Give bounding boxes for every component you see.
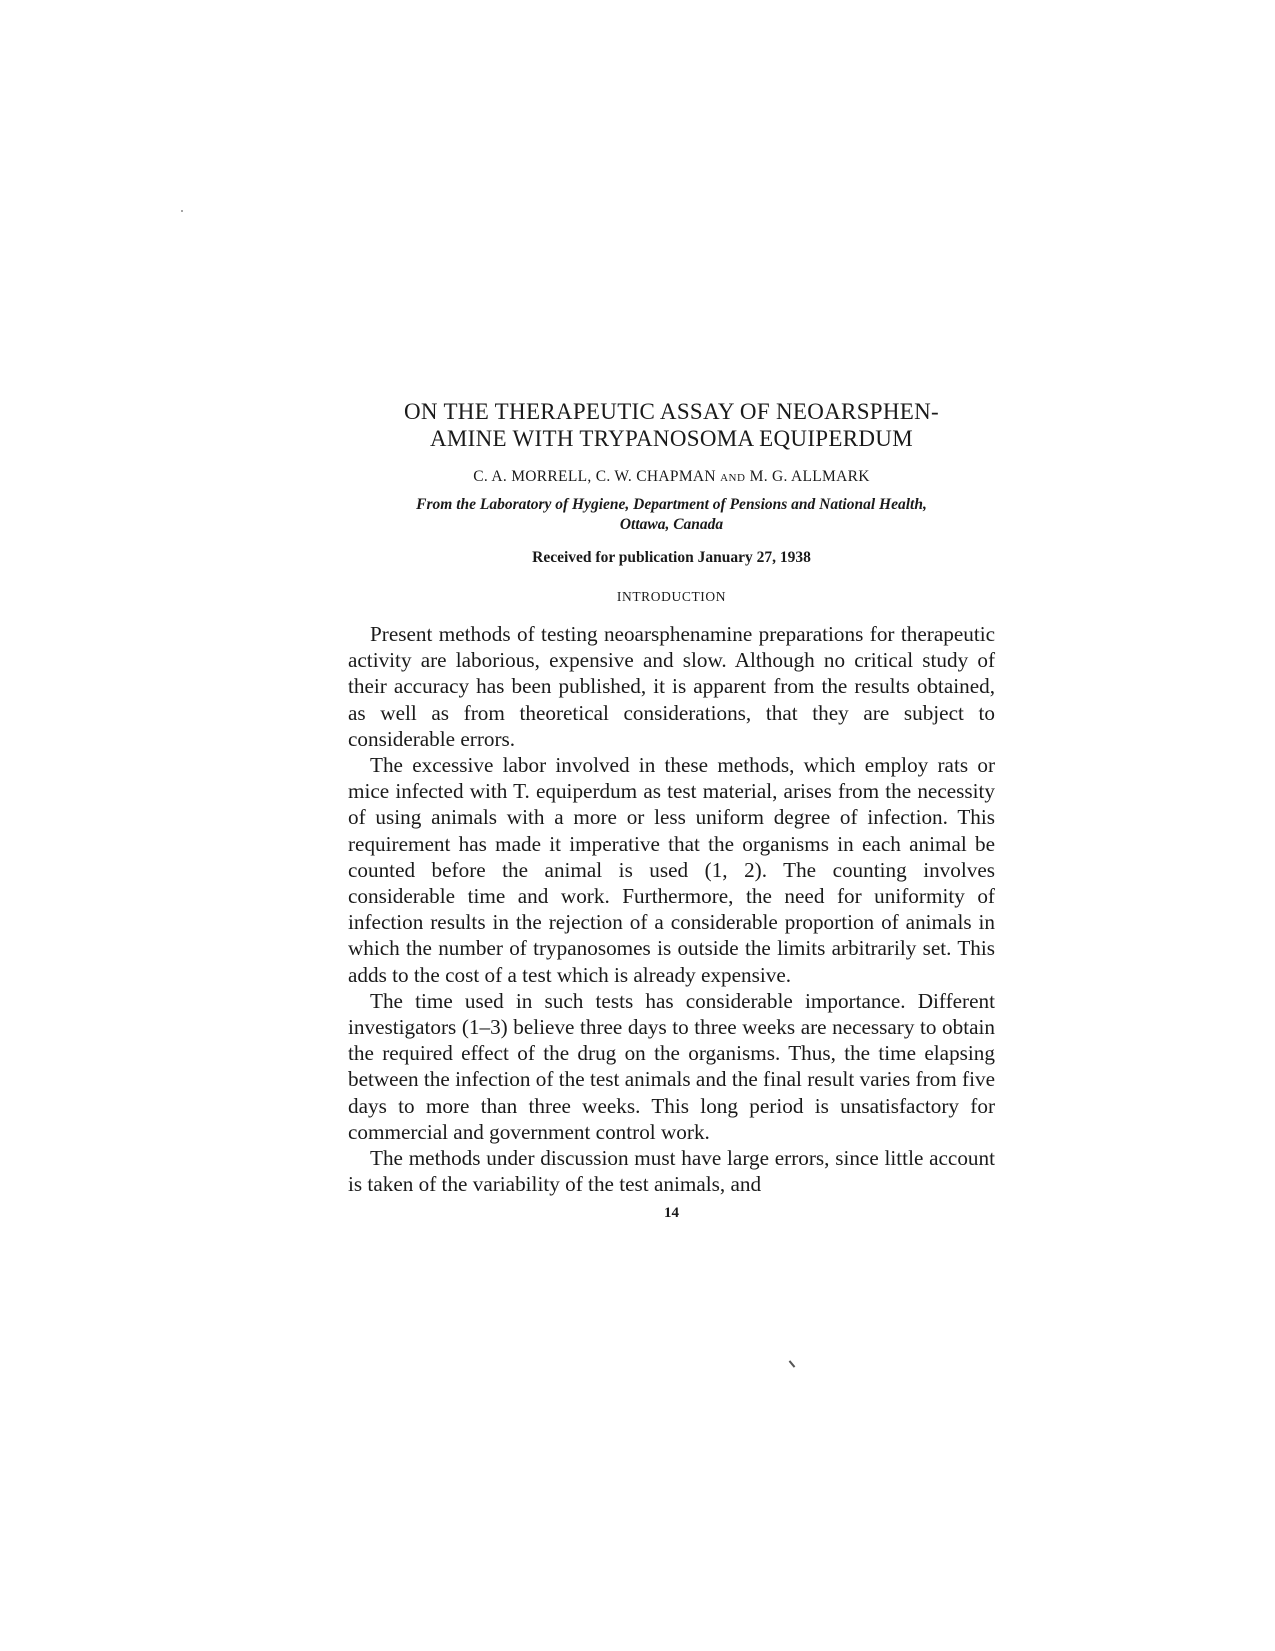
section-heading: INTRODUCTION bbox=[616, 589, 727, 604]
affiliation-line-1: From the Laboratory of Hygiene, Department of Pensions and National Health, bbox=[416, 496, 927, 513]
author-list bbox=[348, 468, 995, 486]
article-title bbox=[348, 398, 995, 452]
paragraph: The excessive labor involved in these methods, which employ rats or mice infected with T. equiperdum as test material, arises from the necessity of using animals with a more or less uniform degree of infection. This requirement has made it imperative that the organisms in each animal be counted before the animal is used (1, 2). The counting involves considerable time and work. Furthermore, the need for uniformity of infection results in the rejection of a considerable proportion of animals in which the number of trypanosomes is outside the limits arbitrarily set. This adds to the cost of a test which is already expensive. bbox=[348, 753, 995, 987]
paragraph: Present methods of testing neoarsphenamine preparations for therapeutic activity are laborious, expensive and slow. Although no critical study of their accuracy has been published, it is apparent from the results obtained, as well as from theoretical considerations, that they are subject to considerable errors. bbox=[348, 622, 995, 751]
paragraph: The methods under discussion must have large errors, since little account is taken of the variability of the test animals, and bbox=[348, 1146, 995, 1197]
page-number: 14 bbox=[664, 1205, 679, 1222]
authors-first: C. A. MORRELL, C. W. CHAPMAN bbox=[473, 468, 716, 485]
body-text bbox=[348, 621, 995, 1197]
scan-speck bbox=[181, 210, 183, 212]
title-line-2: AMINE WITH TRYPANOSOMA EQUIPERDUM bbox=[430, 426, 913, 451]
article-page bbox=[348, 398, 995, 1222]
affiliation bbox=[348, 495, 995, 535]
scan-mark bbox=[789, 1360, 796, 1367]
received-date: Received for publication January 27, 1938 bbox=[532, 549, 811, 566]
authors-and: AND bbox=[720, 472, 746, 484]
affiliation-line-2: Ottawa, Canada bbox=[619, 516, 724, 533]
paragraph: The time used in such tests has considerable importance. Different investigators (1–3) believe three days to three weeks are necessary to obtain the required effect of the drug on the organisms. Thus, the time elapsing between the infection of the test animals and the final result varies from five days to more than three weeks. This long period is unsatisfactory for commercial and government control work. bbox=[348, 988, 995, 1144]
title-line-1: ON THE THERAPEUTIC ASSAY OF NEOARSPHEN- bbox=[403, 399, 940, 424]
authors-last: M. G. ALLMARK bbox=[749, 468, 870, 485]
